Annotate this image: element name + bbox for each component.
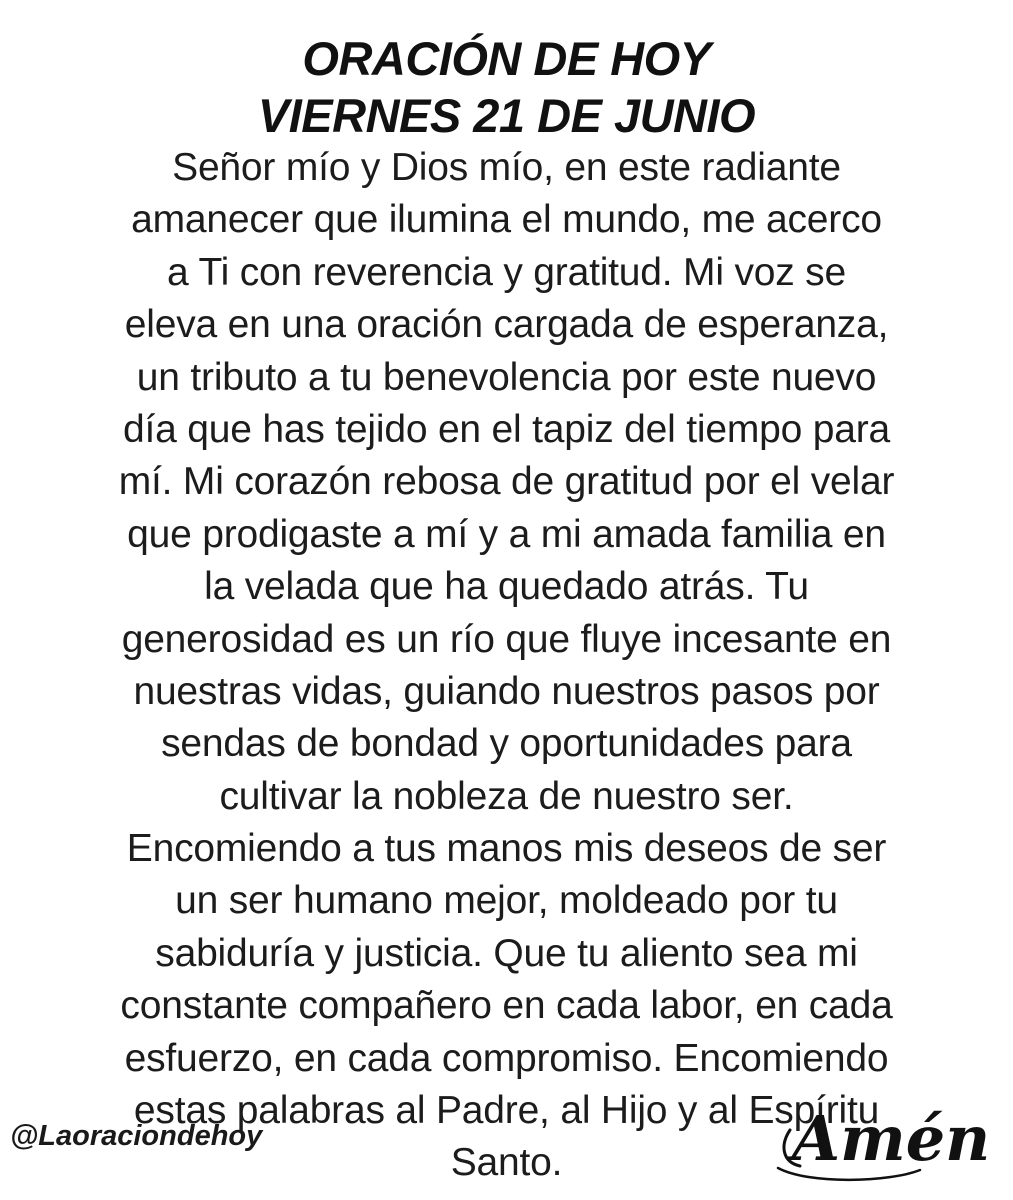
- prayer-line: sabiduría y justicia. Que tu aliento sea mi: [155, 931, 858, 975]
- prayer-line: Señor mío y Dios mío, en este radiante: [172, 146, 841, 189]
- prayer-line: estas palabras al Padre, al Hijo y al Espíritu: [133, 1089, 880, 1133]
- account-handle: @Laoraciondehoy: [10, 1120, 263, 1152]
- prayer-line: que prodigaste a mí y a mi amada familia en: [127, 512, 886, 556]
- prayer-line: Encomiendo a tus manos mis deseos de ser: [126, 827, 887, 871]
- prayer-line: la velada que ha quedado atrás. Tu: [204, 565, 809, 609]
- prayer-line: constante compañero en cada labor, en cada: [120, 984, 893, 1028]
- prayer-line: un tributo a tu benevolencia por este nuevo: [136, 355, 877, 399]
- prayer-body: [0, 142, 1013, 1190]
- prayer-line: a Ti con reverencia y gratitud. Mi voz se: [167, 250, 846, 294]
- signature-text: Amén: [792, 1102, 991, 1175]
- prayer-line: sendas de bondad y oportunidades para: [161, 722, 852, 766]
- prayer-line: Santo.: [450, 1141, 563, 1185]
- prayer-line: mí. Mi corazón rebosa de gratitud por el velar: [118, 460, 895, 504]
- prayer-line: día que has tejido en el tapiz del tiempo para: [123, 407, 890, 451]
- prayer-line: amanecer que ilumina el mundo, me acerco: [131, 198, 882, 242]
- prayer-line: nuestras vidas, guiando nuestros pasos por: [133, 669, 880, 713]
- prayer-line: cultivar la nobleza de nuestro ser.: [219, 774, 794, 818]
- prayer-line: eleva en una oración cargada de esperanza,: [124, 303, 889, 347]
- prayer-line: esfuerzo, en cada compromiso. Encomiendo: [124, 1036, 889, 1080]
- prayer-line: un ser humano mejor, moldeado por tu: [175, 879, 838, 923]
- title-line-2: VIERNES 21 DE JUNIO: [257, 89, 756, 142]
- prayer-line: generosidad es un río que fluye incesante en: [121, 617, 892, 661]
- amen-signature: [770, 1090, 1005, 1190]
- title-line-1: ORACIÓN DE HOY: [302, 32, 711, 85]
